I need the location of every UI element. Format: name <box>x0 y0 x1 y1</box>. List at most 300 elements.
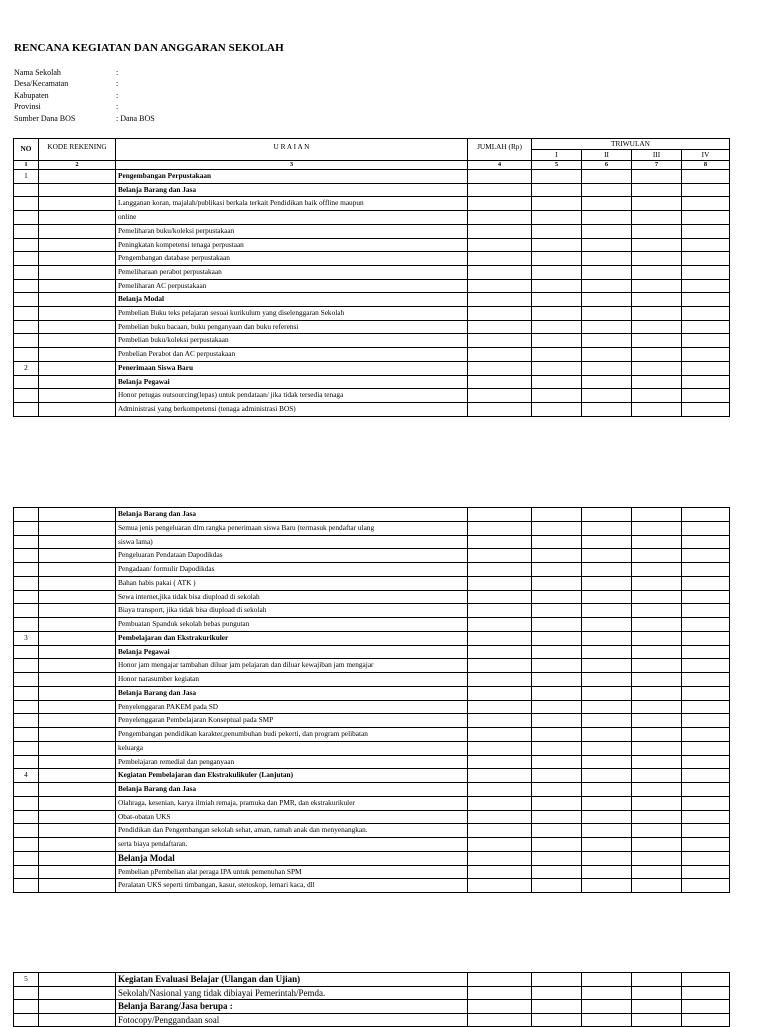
cell-kode <box>39 238 116 252</box>
cell-q1 <box>532 838 582 852</box>
table-row <box>14 645 730 659</box>
cell-q3 <box>632 865 682 879</box>
cell-q2 <box>582 769 632 783</box>
info-value: : Dana BOS <box>116 113 155 123</box>
cell-jumlah <box>468 824 532 838</box>
cell-q4 <box>682 361 730 375</box>
cell-no <box>14 375 39 389</box>
cell-q3 <box>632 879 682 893</box>
info-value: : <box>116 79 119 89</box>
table-row <box>14 796 730 810</box>
cell-q4 <box>682 631 730 645</box>
table-row <box>14 307 730 321</box>
cell-jumlah <box>468 986 532 1000</box>
table-row <box>14 361 730 375</box>
cell-q4 <box>682 334 730 348</box>
cell-no <box>14 618 39 632</box>
cell-no <box>14 659 39 673</box>
cell-no <box>14 563 39 577</box>
cell-q4 <box>682 576 730 590</box>
cell-q1 <box>532 824 582 838</box>
cell-q2 <box>582 986 632 1000</box>
cell-q2 <box>582 521 632 535</box>
cell-q4 <box>682 535 730 549</box>
cell-kode <box>39 659 116 673</box>
info-row <box>14 101 155 112</box>
cell-uraian: Olahraga, kesenian, karya ilmiah remaja, pramuka dan PMR, dan ekstrakurikuler <box>116 796 468 810</box>
cell-no <box>14 238 39 252</box>
cell-q3 <box>632 265 682 279</box>
cell-uraian: Belanja Barang/Jasa berupa : <box>116 1000 468 1014</box>
cell-uraian: Belanja Modal <box>116 293 468 307</box>
cell-q4 <box>682 838 730 852</box>
cell-no <box>14 279 39 293</box>
cell-kode <box>39 728 116 742</box>
info-value: : <box>116 102 119 112</box>
table-row <box>14 631 730 645</box>
table-row <box>14 535 730 549</box>
colnum-2: 2 <box>39 161 116 170</box>
cell-q3 <box>632 728 682 742</box>
cell-uraian: siswa lama) <box>116 535 468 549</box>
table-row <box>14 700 730 714</box>
cell-jumlah <box>468 645 532 659</box>
colnum-6: 6 <box>582 161 632 170</box>
cell-no <box>14 796 39 810</box>
cell-uraian: Sekolah/Nasional yang tidak dibiayai Pemerintah/Pemda. <box>116 986 468 1000</box>
header-no: NO <box>14 139 39 161</box>
cell-q2 <box>582 796 632 810</box>
cell-uraian: Kegiatan Evaluasi Belajar (Ulangan dan Ujian) <box>116 973 468 987</box>
table-row <box>14 686 730 700</box>
cell-no <box>14 576 39 590</box>
cell-kode <box>39 986 116 1000</box>
cell-uraian: Pembelian pPembelian alat peraga IPA untuk pemenuhan SPM <box>116 865 468 879</box>
cell-q3 <box>632 535 682 549</box>
cell-no: 4 <box>14 769 39 783</box>
cell-no <box>14 1013 39 1027</box>
cell-kode <box>39 320 116 334</box>
cell-uraian: Administrasi yang berkompetensi (tenaga administrasi BOS) <box>116 402 468 416</box>
table-body-1 <box>14 170 730 417</box>
cell-kode <box>39 824 116 838</box>
header-q1: I <box>532 150 582 161</box>
table-row <box>14 183 730 197</box>
cell-uraian: Pembelajaran dan Ekstrakurikuler <box>116 631 468 645</box>
cell-q2 <box>582 183 632 197</box>
cell-q2 <box>582 402 632 416</box>
cell-uraian: keluarga <box>116 741 468 755</box>
cell-kode <box>39 375 116 389</box>
cell-q4 <box>682 211 730 225</box>
cell-kode <box>39 618 116 632</box>
cell-q1 <box>532 183 582 197</box>
cell-q1 <box>532 307 582 321</box>
cell-q2 <box>582 238 632 252</box>
cell-q1 <box>532 686 582 700</box>
cell-jumlah <box>468 631 532 645</box>
cell-no <box>14 755 39 769</box>
cell-no <box>14 211 39 225</box>
cell-kode <box>39 361 116 375</box>
cell-q3 <box>632 211 682 225</box>
cell-jumlah <box>468 618 532 632</box>
cell-kode <box>39 252 116 266</box>
cell-jumlah <box>468 838 532 852</box>
cell-q1 <box>532 769 582 783</box>
cell-uraian: Honor narasumber kegiatan <box>116 673 468 687</box>
cell-q2 <box>582 673 632 687</box>
table-row <box>14 348 730 362</box>
cell-q4 <box>682 508 730 522</box>
cell-q1 <box>532 389 582 403</box>
table-row <box>14 824 730 838</box>
cell-q1 <box>532 293 582 307</box>
table-row <box>14 618 730 632</box>
cell-jumlah <box>468 590 532 604</box>
cell-q1 <box>532 361 582 375</box>
cell-uraian: Belanja Modal <box>116 851 468 865</box>
table-row <box>14 197 730 211</box>
cell-kode <box>39 838 116 852</box>
cell-jumlah <box>468 389 532 403</box>
cell-jumlah <box>468 183 532 197</box>
cell-q4 <box>682 375 730 389</box>
table-row <box>14 879 730 893</box>
cell-q1 <box>532 673 582 687</box>
cell-q1 <box>532 508 582 522</box>
cell-uraian: Bahan habis pakai ( ATK ) <box>116 576 468 590</box>
cell-q1 <box>532 879 582 893</box>
cell-kode <box>39 810 116 824</box>
cell-kode <box>39 265 116 279</box>
cell-q1 <box>532 755 582 769</box>
cell-no <box>14 307 39 321</box>
cell-uraian: Kegiatan Pembelajaran dan Ekstrakulikuler (Lanjutan) <box>116 769 468 783</box>
cell-q3 <box>632 714 682 728</box>
cell-q3 <box>632 549 682 563</box>
cell-q4 <box>682 783 730 797</box>
cell-q3 <box>632 645 682 659</box>
info-value: : <box>116 68 119 77</box>
table-row <box>14 170 730 184</box>
cell-q1 <box>532 252 582 266</box>
cell-q2 <box>582 563 632 577</box>
cell-kode <box>39 604 116 618</box>
table-row <box>14 265 730 279</box>
header-kode: KODE REKENING <box>39 139 116 161</box>
cell-q4 <box>682 279 730 293</box>
cell-uraian: Pembuatan Spanduk sekolah bebas pungutan <box>116 618 468 632</box>
cell-kode <box>39 973 116 987</box>
cell-no <box>14 348 39 362</box>
cell-kode <box>39 389 116 403</box>
table-row <box>14 375 730 389</box>
cell-kode <box>39 686 116 700</box>
cell-no <box>14 645 39 659</box>
cell-uraian: Pengembangan Perpustakaan <box>116 170 468 184</box>
colnum-3: 3 <box>116 161 468 170</box>
cell-uraian: Langganan koran, majalah/publikasi berkala terkait Pendidikan baik offline maupun <box>116 197 468 211</box>
cell-q1 <box>532 728 582 742</box>
cell-kode <box>39 645 116 659</box>
table-row <box>14 838 730 852</box>
cell-q2 <box>582 389 632 403</box>
cell-q4 <box>682 865 730 879</box>
cell-q4 <box>682 197 730 211</box>
cell-q3 <box>632 334 682 348</box>
cell-q2 <box>582 334 632 348</box>
cell-q4 <box>682 755 730 769</box>
cell-q4 <box>682 252 730 266</box>
cell-no <box>14 700 39 714</box>
cell-kode <box>39 334 116 348</box>
cell-q1 <box>532 279 582 293</box>
table-row <box>14 590 730 604</box>
cell-jumlah <box>468 224 532 238</box>
cell-q1 <box>532 1000 582 1014</box>
table-row <box>14 810 730 824</box>
cell-jumlah <box>468 211 532 225</box>
table-row <box>14 293 730 307</box>
cell-q1 <box>532 714 582 728</box>
info-label: Desa/Kecamatan <box>14 79 69 89</box>
cell-q4 <box>682 686 730 700</box>
cell-q4 <box>682 549 730 563</box>
table-row <box>14 252 730 266</box>
cell-jumlah <box>468 604 532 618</box>
cell-q1 <box>532 348 582 362</box>
cell-q3 <box>632 293 682 307</box>
table-row <box>14 1000 730 1014</box>
cell-uraian: Pemeliharan buku/koleksi perpustakaan <box>116 224 468 238</box>
cell-q1 <box>532 631 582 645</box>
cell-no <box>14 604 39 618</box>
cell-q1 <box>532 796 582 810</box>
cell-q2 <box>582 375 632 389</box>
colnum-5: 5 <box>532 161 582 170</box>
cell-q1 <box>532 973 582 987</box>
cell-kode <box>39 521 116 535</box>
cell-q3 <box>632 824 682 838</box>
cell-uraian: Belanja Barang dan Jasa <box>116 508 468 522</box>
cell-q3 <box>632 576 682 590</box>
cell-jumlah <box>468 879 532 893</box>
cell-kode <box>39 402 116 416</box>
table-row <box>14 973 730 987</box>
cell-no <box>14 810 39 824</box>
info-row <box>14 113 155 124</box>
cell-q4 <box>682 645 730 659</box>
cell-q1 <box>532 851 582 865</box>
cell-q3 <box>632 783 682 797</box>
budget-table-1 <box>13 138 730 417</box>
cell-kode <box>39 851 116 865</box>
cell-kode <box>39 293 116 307</box>
cell-no <box>14 686 39 700</box>
info-label: Kabupaten <box>14 90 49 100</box>
school-info <box>14 67 155 124</box>
table-row <box>14 741 730 755</box>
cell-q1 <box>532 783 582 797</box>
cell-q2 <box>582 320 632 334</box>
cell-jumlah <box>468 549 532 563</box>
cell-no <box>14 879 39 893</box>
table-row <box>14 320 730 334</box>
cell-kode <box>39 783 116 797</box>
cell-q3 <box>632 402 682 416</box>
cell-q2 <box>582 211 632 225</box>
table-row <box>14 714 730 728</box>
cell-q1 <box>532 334 582 348</box>
cell-uraian: Pembelian buku/koleksi perpustakaan <box>116 334 468 348</box>
cell-q3 <box>632 389 682 403</box>
cell-q3 <box>632 686 682 700</box>
cell-q2 <box>582 714 632 728</box>
cell-q3 <box>632 563 682 577</box>
cell-q3 <box>632 659 682 673</box>
colnum-8: 8 <box>682 161 730 170</box>
cell-q3 <box>632 224 682 238</box>
cell-uraian: Belanja Barang dan Jasa <box>116 783 468 797</box>
table-row <box>14 986 730 1000</box>
cell-q4 <box>682 851 730 865</box>
cell-q2 <box>582 252 632 266</box>
cell-q2 <box>582 307 632 321</box>
cell-kode <box>39 170 116 184</box>
cell-no <box>14 783 39 797</box>
cell-q3 <box>632 810 682 824</box>
cell-kode <box>39 796 116 810</box>
cell-q4 <box>682 1013 730 1027</box>
table-row <box>14 769 730 783</box>
cell-no <box>14 851 39 865</box>
cell-q4 <box>682 796 730 810</box>
cell-uraian: Belanja Barang dan Jasa <box>116 183 468 197</box>
cell-uraian: Pembelajaran remedial dan penganyaan <box>116 755 468 769</box>
column-number-row <box>14 161 730 170</box>
budget-table-3 <box>13 972 730 1027</box>
table-row <box>14 851 730 865</box>
cell-kode <box>39 700 116 714</box>
cell-q2 <box>582 549 632 563</box>
cell-q2 <box>582 700 632 714</box>
table-row <box>14 728 730 742</box>
cell-jumlah <box>468 402 532 416</box>
cell-q3 <box>632 618 682 632</box>
cell-q3 <box>632 973 682 987</box>
cell-kode <box>39 673 116 687</box>
cell-uraian: Pengembangan database perpustakaan <box>116 252 468 266</box>
cell-no <box>14 549 39 563</box>
cell-q4 <box>682 293 730 307</box>
cell-no <box>14 389 39 403</box>
cell-q1 <box>532 700 582 714</box>
cell-q2 <box>582 197 632 211</box>
table-body-3 <box>14 973 730 1027</box>
cell-uraian: Penyelenggaran Pembelajaran Konseptual pada SMP <box>116 714 468 728</box>
cell-q3 <box>632 631 682 645</box>
cell-kode <box>39 769 116 783</box>
cell-kode <box>39 224 116 238</box>
cell-q3 <box>632 238 682 252</box>
cell-uraian: Pengadaan/ formulir Dapodikdas <box>116 563 468 577</box>
cell-q2 <box>582 879 632 893</box>
info-row <box>14 90 155 101</box>
cell-q1 <box>532 521 582 535</box>
cell-uraian: Honor petugas outsourcing(lepas) untuk pendataan/ jika tidak tersedia tenaga <box>116 389 468 403</box>
cell-kode <box>39 1000 116 1014</box>
cell-kode <box>39 631 116 645</box>
cell-jumlah <box>468 279 532 293</box>
cell-q1 <box>532 402 582 416</box>
header-uraian: U R A I A N <box>116 139 468 161</box>
table-row <box>14 549 730 563</box>
cell-q4 <box>682 659 730 673</box>
cell-jumlah <box>468 293 532 307</box>
cell-kode <box>39 549 116 563</box>
cell-jumlah <box>468 508 532 522</box>
cell-uraian: Pengeluaran Pendataan Dapodikdas <box>116 549 468 563</box>
cell-uraian: serta biaya pendaftaran. <box>116 838 468 852</box>
table-row <box>14 865 730 879</box>
table-row <box>14 576 730 590</box>
cell-q3 <box>632 755 682 769</box>
cell-q1 <box>532 659 582 673</box>
cell-q2 <box>582 590 632 604</box>
cell-jumlah <box>468 576 532 590</box>
colnum-4: 4 <box>468 161 532 170</box>
cell-q3 <box>632 1013 682 1027</box>
cell-q1 <box>532 224 582 238</box>
cell-uraian: Sewa internet,jika tidak bisa diupload di sekolah <box>116 590 468 604</box>
cell-uraian: Pendidikan dan Pengembangan sekolah sehat, aman, ramah anak dan menyenangkan. <box>116 824 468 838</box>
table-row <box>14 402 730 416</box>
cell-q1 <box>532 865 582 879</box>
cell-jumlah <box>468 265 532 279</box>
cell-jumlah <box>468 659 532 673</box>
cell-uraian: Honor jam mengajar tambahan diluar jam pelajaran dan diluar kewajiban jam mengajar <box>116 659 468 673</box>
page-title: RENCANA KEGIATAN DAN ANGGARAN SEKOLAH <box>14 42 284 54</box>
cell-uraian: Obat-obatan UKS <box>116 810 468 824</box>
cell-jumlah <box>468 170 532 184</box>
cell-uraian: Biaya transport, jika tidak bisa diupload di sekolah <box>116 604 468 618</box>
cell-q4 <box>682 563 730 577</box>
cell-q2 <box>582 973 632 987</box>
info-label: Nama Sekolah <box>14 68 61 77</box>
cell-no <box>14 838 39 852</box>
cell-q4 <box>682 307 730 321</box>
cell-q3 <box>632 197 682 211</box>
cell-jumlah <box>468 783 532 797</box>
cell-q3 <box>632 741 682 755</box>
cell-no <box>14 1000 39 1014</box>
cell-uraian: Pembelian Buku teks pelajaran sesuai kurikulum yang diselenggaran Sekolah <box>116 307 468 321</box>
cell-q4 <box>682 521 730 535</box>
cell-q1 <box>532 238 582 252</box>
cell-kode <box>39 197 116 211</box>
cell-jumlah <box>468 535 532 549</box>
table-row <box>14 211 730 225</box>
colnum-1: 1 <box>14 161 39 170</box>
table-row <box>14 389 730 403</box>
cell-kode <box>39 755 116 769</box>
cell-q2 <box>582 659 632 673</box>
table-row <box>14 659 730 673</box>
cell-uraian: Pengembangan pendidikan karakter,penumbuhan budi pekerti, dan program pelibatan <box>116 728 468 742</box>
cell-q2 <box>582 293 632 307</box>
cell-no: 1 <box>14 170 39 184</box>
